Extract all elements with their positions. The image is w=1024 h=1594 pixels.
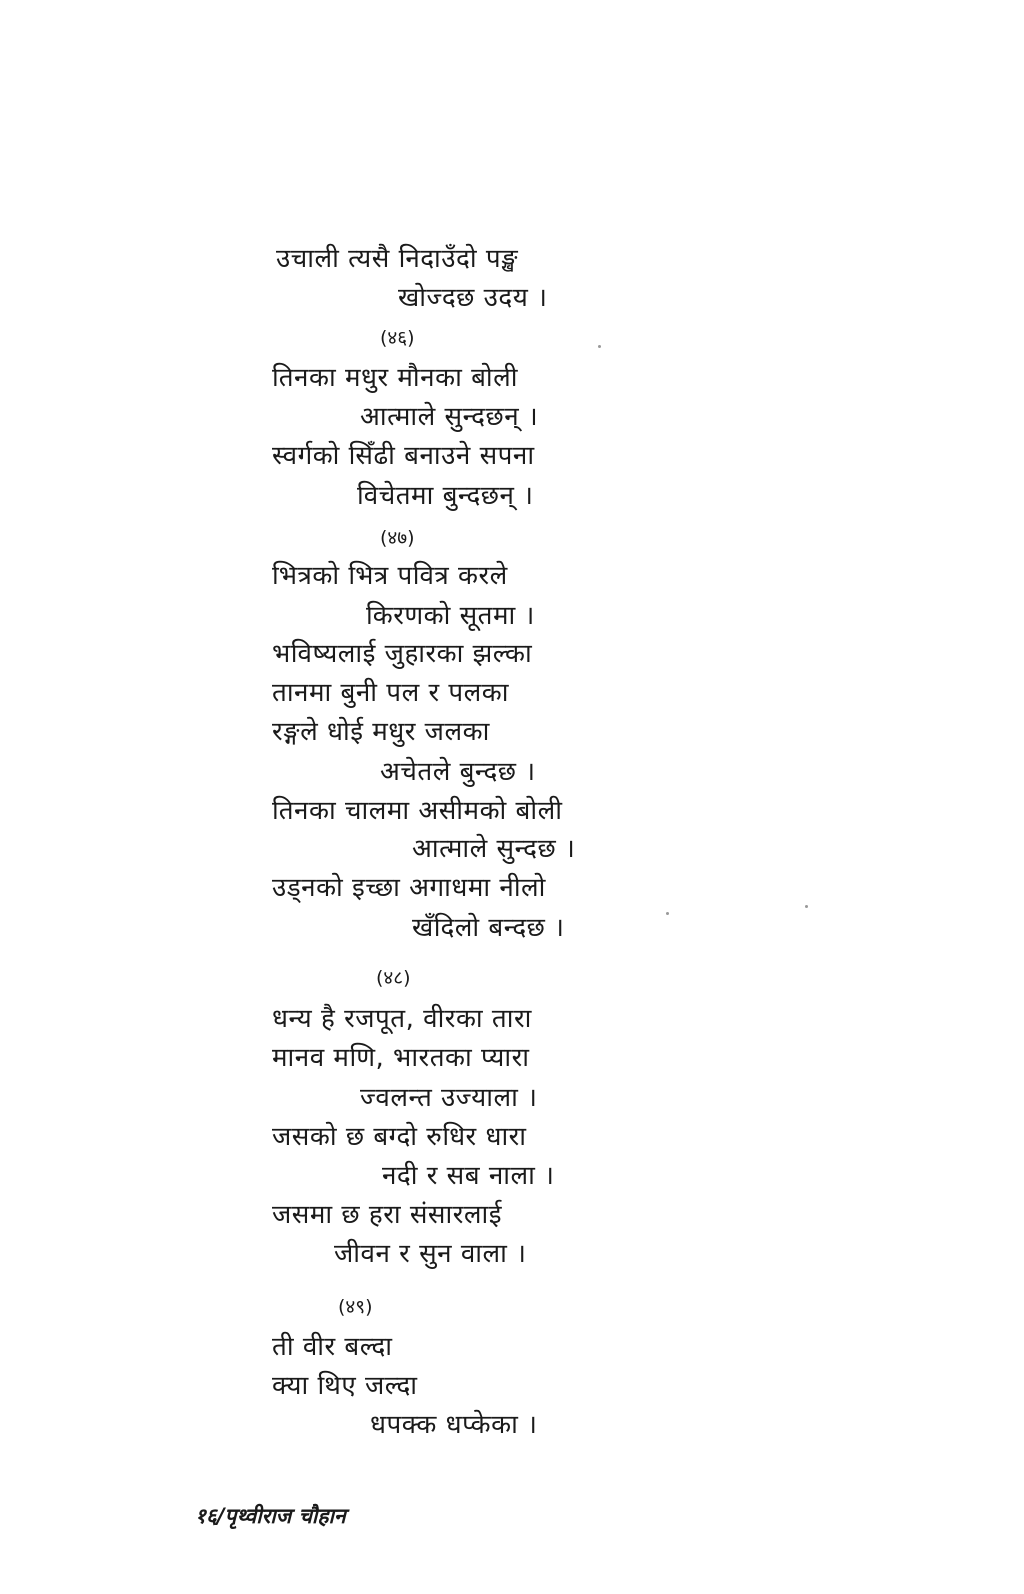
verse-line: तिनका मधुर मौनका बोली (272, 363, 519, 393)
scan-speck (598, 345, 601, 348)
verse-line: जसमा छ हरा संसारलाई (272, 1200, 502, 1230)
verse-line: क्या थिए जल्दा (272, 1371, 418, 1401)
verse-line: जसको छ बग्दो रुधिर धारा (272, 1122, 527, 1152)
verse-line: आत्माले सुन्दछन् । (360, 402, 539, 432)
verse-line: आत्माले सुन्दछ । (412, 834, 576, 864)
verse-line: ती वीर बल्दा (272, 1332, 393, 1362)
verse-line: उड्नको इच्छा अगाधमा नीलो (272, 873, 546, 903)
verse-line: खोज्दछ उदय । (398, 283, 548, 313)
scan-speck (805, 905, 808, 908)
verse-line: नदी र सब नाला । (382, 1161, 555, 1191)
verse-line: अचेतले बुन्दछ । (380, 757, 536, 787)
verse-line: खँदिलो बन्दछ । (412, 913, 565, 943)
stanza-number: (४६) (380, 327, 415, 349)
verse-line: जीवन र सुन वाला । (334, 1239, 527, 1269)
verse-line: रङ्गले धोई मधुर जलका (272, 717, 490, 747)
verse-line: भविष्यलाई जुहारका झल्का (272, 639, 533, 669)
verse-line: किरणको सूतमा । (366, 601, 535, 631)
verse-line: ज्वलन्त उज्याला । (360, 1083, 538, 1113)
verse-line: मानव मणि, भारतका प्यारा (272, 1043, 530, 1073)
verse-line: तानमा बुनी पल र पलका (272, 678, 509, 708)
verse-line: स्वर्गको सिँढी बनाउने सपना (272, 441, 535, 471)
verse-line: विचेतमा बुन्दछन् । (357, 481, 534, 511)
stanza-number: (४७) (380, 527, 415, 549)
scan-speck (666, 912, 669, 915)
verse-line: उचाली त्यसै निदाउँदो पङ्ख (276, 244, 519, 274)
verse-line: तिनका चालमा असीमको बोली (272, 796, 563, 826)
stanza-number: (४९) (338, 1296, 373, 1318)
verse-line: धन्य है रजपूत, वीरका तारा (272, 1004, 532, 1034)
verse-line: भित्रको भित्र पवित्र करले (272, 561, 508, 591)
stanza-number: (४८) (376, 967, 411, 989)
page-footer: १६/पृथ्वीराज चौहान (195, 1504, 346, 1528)
verse-line: धपक्क धप्केका । (370, 1410, 538, 1440)
